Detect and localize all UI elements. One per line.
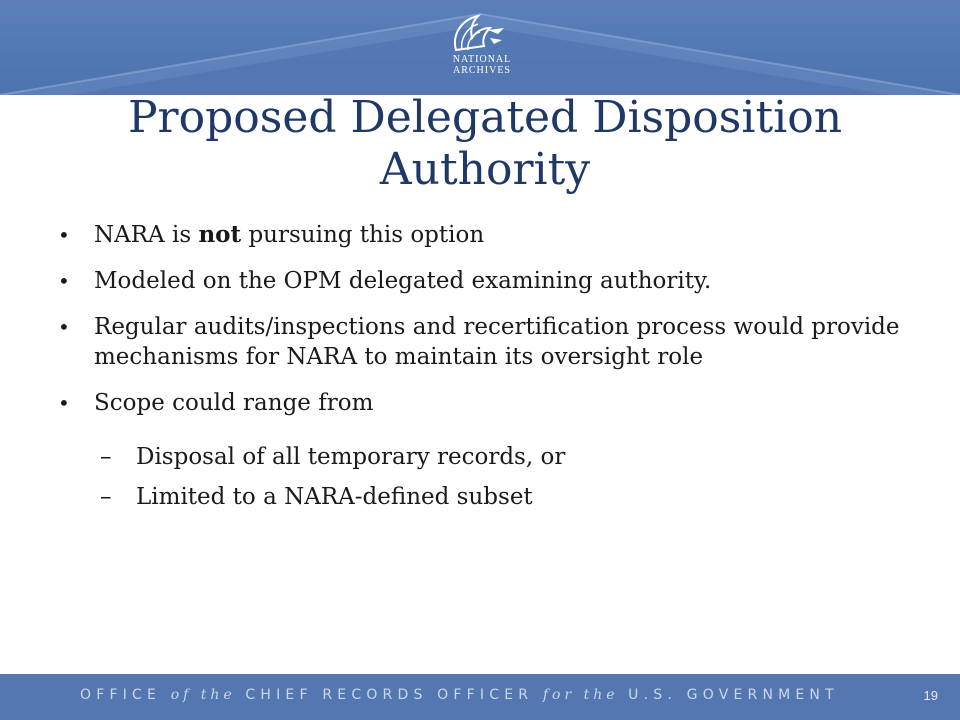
spacer	[56, 434, 916, 442]
sub-bullet-text: Limited to a NARA-defined subset	[136, 484, 533, 510]
bullet-text: Scope could range from	[94, 390, 374, 416]
logo-text-line2: ARCHIVES	[452, 65, 511, 76]
header-banner	[0, 0, 960, 95]
bullet-item	[56, 266, 916, 296]
footer-text	[80, 687, 839, 703]
footer-text-part5: U.S. GOVERNMENT	[618, 687, 839, 703]
bullet-text: Regular audits/inspections and recertification process would provide mechanisms for NARA to maintain its oversight role	[94, 314, 900, 370]
sub-bullet-item	[56, 442, 916, 472]
bullet-text-pre: NARA is	[94, 222, 199, 248]
footer-text-part1: OFFICE	[80, 687, 171, 703]
footer-text-part2: of the	[170, 687, 236, 703]
sub-bullet-dash: –	[100, 444, 112, 470]
bullet-text-bold: not	[198, 221, 242, 248]
bullet-item	[56, 388, 916, 418]
slide-title-line2: Authority	[379, 144, 591, 195]
slide-title-line1: Proposed Delegated Disposition	[127, 92, 843, 143]
bullet-list	[56, 220, 916, 522]
national-archives-logo	[442, 10, 522, 82]
footer-bar	[0, 674, 960, 720]
bullet-item	[56, 220, 916, 250]
page-number: 19	[923, 688, 938, 703]
bullet-dot: •	[58, 391, 70, 415]
bullet-text-post: pursuing this option	[241, 222, 485, 248]
bullet-item	[56, 312, 916, 372]
sub-bullet-dash: –	[100, 484, 112, 510]
footer-text-part4: for the	[542, 687, 619, 703]
bullet-dot: •	[58, 315, 70, 339]
sub-bullet-text: Disposal of all temporary records, or	[136, 444, 566, 470]
eagle-icon	[442, 10, 522, 56]
bullet-dot: •	[58, 269, 70, 293]
sub-bullet-item	[56, 482, 916, 512]
slide-title	[60, 92, 910, 196]
footer-text-part3: CHIEF RECORDS OFFICER	[235, 687, 543, 703]
bullet-dot: •	[58, 223, 70, 247]
logo-text-line1: NATIONAL	[452, 54, 512, 65]
bullet-text: Modeled on the OPM delegated examining authority.	[94, 268, 712, 294]
